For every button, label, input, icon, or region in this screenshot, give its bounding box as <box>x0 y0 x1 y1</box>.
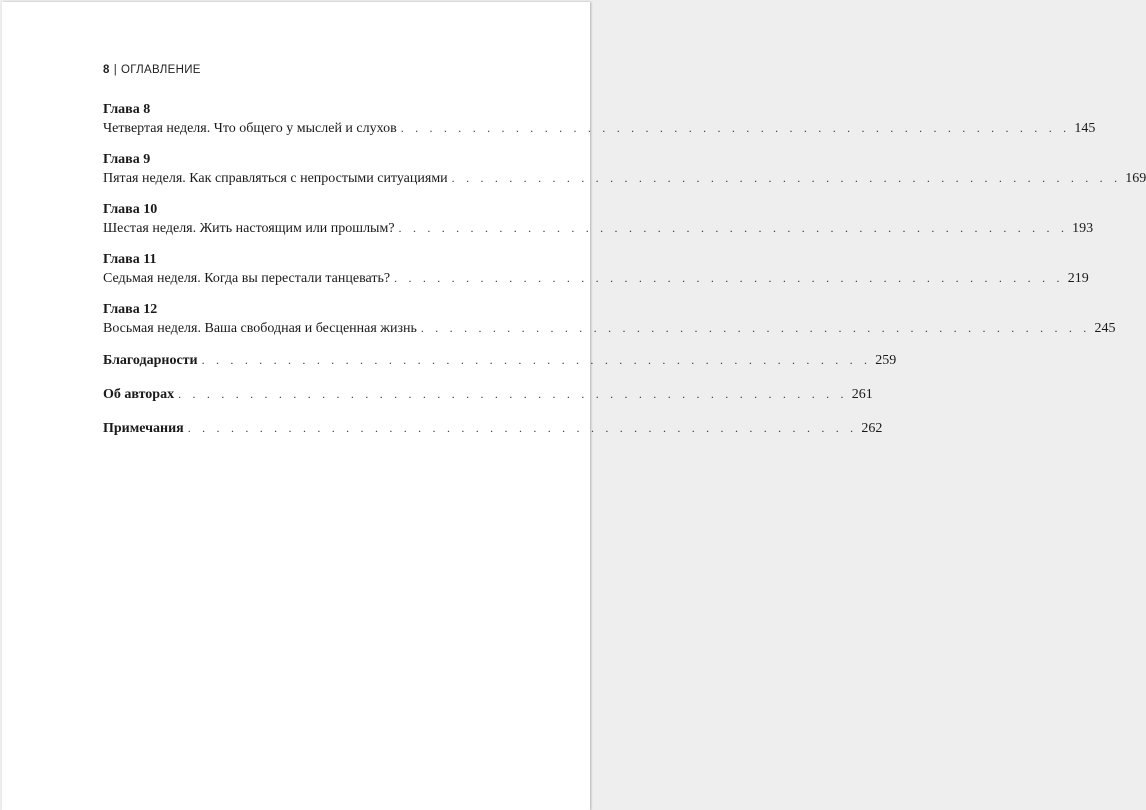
toc-page-number: 262 <box>861 421 883 436</box>
dot-leader: . . . . . . . . . . . . . . . . . . . . . . . . . . . . . . . . . . . . . . . . . . . . . . . <box>187 421 858 435</box>
dot-leader: . . . . . . . . . . . . . . . . . . . . . . . . . . . . . . . . . . . . . . . . . . . . . . . <box>398 221 1069 235</box>
page-number: 8 <box>103 64 110 76</box>
dot-leader: . . . . . . . . . . . . . . . . . . . . . . . . . . . . . . . . . . . . . . . . . . . . . . . <box>201 353 872 367</box>
toc-entry[interactable] <box>103 269 1089 287</box>
dot-leader: . . . . . . . . . . . . . . . . . . . . . . . . . . . . . . . . . . . . . . . . . . . . . . . <box>178 387 848 401</box>
toc-entry-title: Примечания <box>103 421 184 436</box>
toc-chapter-9 <box>103 151 1146 187</box>
toc-entry[interactable] <box>103 219 1094 237</box>
toc-page-number: 219 <box>1067 271 1089 286</box>
chapter-label: Глава 11 <box>103 252 157 267</box>
toc-chapter-10 <box>103 201 1094 237</box>
toc-entry[interactable] <box>103 119 1096 137</box>
dot-leader: . . . . . . . . . . . . . . . . . . . . . . . . . . . . . . . . . . . . . . . . . . . . . . . <box>451 171 1122 185</box>
chapter-label: Глава 8 <box>103 102 151 117</box>
toc-entry-title: Восьмая неделя. Ваша свободная и бесценная жизнь <box>103 321 417 336</box>
toc-page-number: 261 <box>851 387 873 402</box>
toc-entry[interactable] <box>103 351 897 369</box>
toc-page-number: 145 <box>1074 121 1096 136</box>
toc-page-number: 193 <box>1072 221 1094 236</box>
chapter-label: Глава 9 <box>103 152 151 167</box>
book-page <box>2 2 1146 810</box>
toc-section-notes <box>103 419 883 437</box>
toc-entry[interactable] <box>103 319 1116 337</box>
dot-leader: . . . . . . . . . . . . . . . . . . . . . . . . . . . . . . . . . . . . . . . . . . . . . . . <box>394 271 1064 285</box>
toc-chapter-12 <box>103 301 1116 337</box>
toc-chapter-11 <box>103 251 1089 287</box>
toc-entry[interactable] <box>103 385 873 403</box>
chapter-label: Глава 12 <box>103 302 158 317</box>
running-head <box>103 64 201 76</box>
chapter-label: Глава 10 <box>103 202 158 217</box>
dot-leader: . . . . . . . . . . . . . . . . . . . . . . . . . . . . . . . . . . . . . . . . . . . . . . . <box>420 321 1091 335</box>
toc-entry[interactable] <box>103 419 883 437</box>
table-of-contents <box>103 101 1146 453</box>
toc-entry-title: Пятая неделя. Как справляться с непростыми ситуациями <box>103 171 448 186</box>
toc-page-number: 245 <box>1094 321 1116 336</box>
running-head-title: ОГЛАВЛЕНИЕ <box>121 64 201 76</box>
toc-page-number: 259 <box>875 353 897 368</box>
toc-section-about-authors <box>103 385 873 403</box>
toc-entry-title: Благодарности <box>103 353 198 368</box>
toc-entry-title: Седьмая неделя. Когда вы перестали танцевать? <box>103 271 391 286</box>
running-head-separator: | <box>113 64 117 76</box>
toc-entry-title: Об авторах <box>103 387 175 402</box>
toc-entry-title: Шестая неделя. Жить настоящим или прошлым? <box>103 221 395 236</box>
dot-leader: . . . . . . . . . . . . . . . . . . . . . . . . . . . . . . . . . . . . . . . . . . . . . . . <box>400 121 1071 135</box>
toc-entry[interactable] <box>103 169 1146 187</box>
toc-page-number: 169 <box>1125 171 1146 186</box>
toc-chapter-8 <box>103 101 1096 137</box>
toc-entry-title: Четвертая неделя. Что общего у мыслей и слухов <box>103 121 397 136</box>
toc-section-acknowledgements <box>103 351 897 369</box>
